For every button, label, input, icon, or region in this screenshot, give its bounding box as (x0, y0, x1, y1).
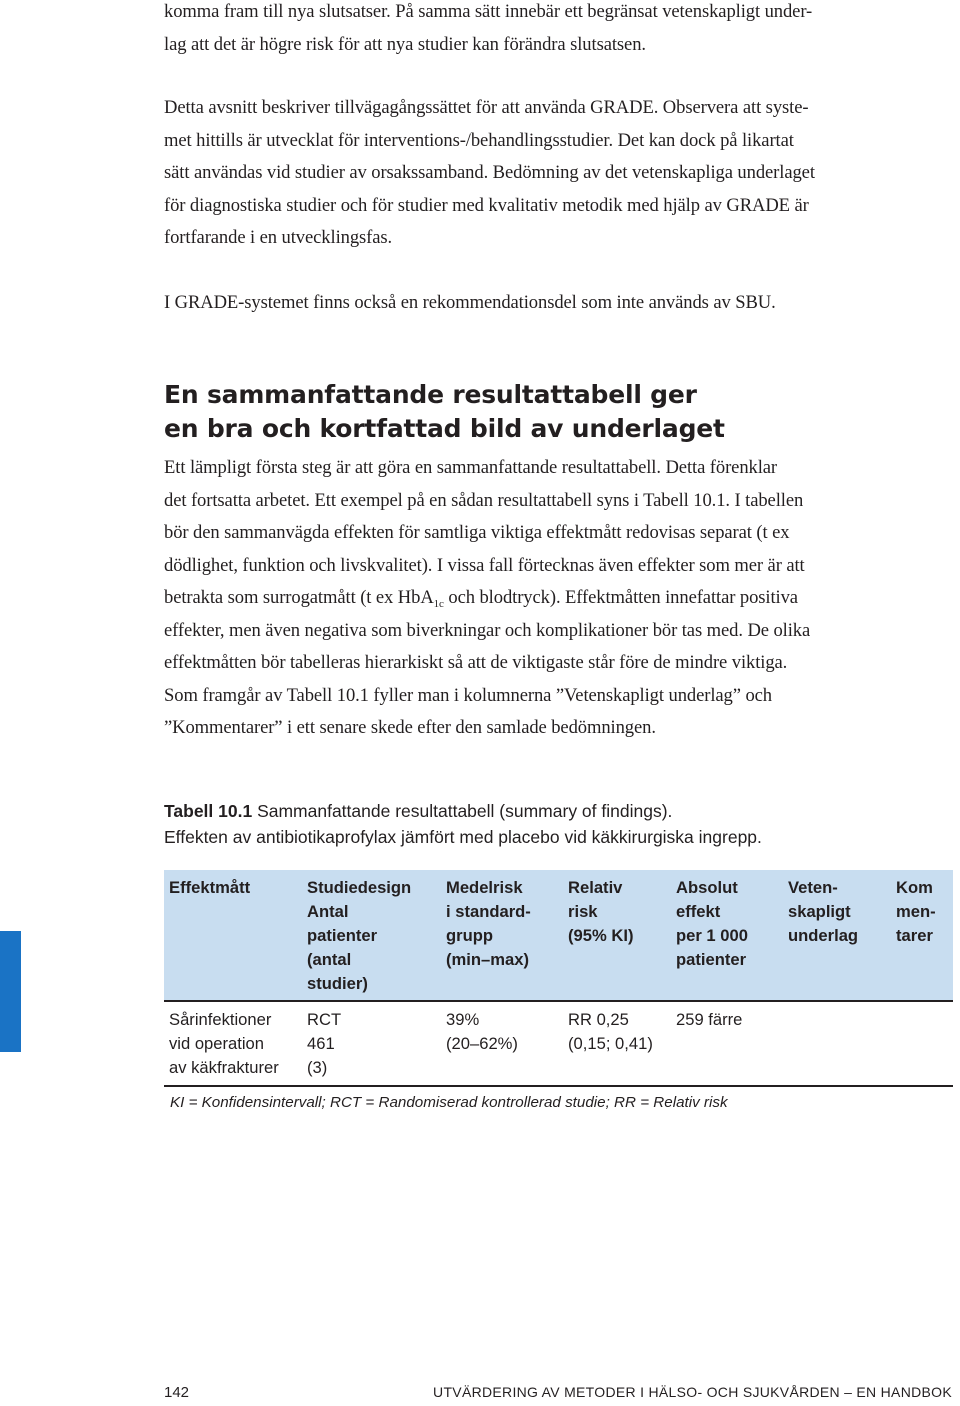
text-line: effekter, men även negativa som biverkningar och komplikationer bör tas med. De olika (164, 619, 811, 641)
column-header (896, 876, 936, 948)
column-header (568, 876, 633, 948)
cell-line: 461 (307, 1034, 335, 1053)
header-line: effekt (676, 902, 721, 921)
header-line: skapligt (788, 902, 851, 921)
table-caption (164, 798, 762, 850)
table-footnote: KI = Konfidensintervall; RCT = Randomiserad kontrollerad studie; RR = Relativ risk (170, 1094, 728, 1111)
header-line: patienter (307, 926, 378, 945)
header-line: (95% KI) (568, 926, 634, 945)
text-line: Detta avsnitt beskriver tillvägagångssättet för att använda GRADE. Observera att syste- (164, 97, 809, 118)
text-line: met hittills är utvecklat för interventions-/behandlingsstudier. Det kan dock på likartat (164, 129, 794, 151)
header-line: Relativ (568, 878, 623, 897)
text-line: dödlighet, funktion och livskvalitet). I vissa fall förtecknas även effekter som mer är att (164, 554, 805, 576)
section-heading (164, 378, 725, 446)
header-line: risk (568, 902, 598, 921)
text-line: bör den sammanvägda effekten för samtliga viktiga effektmått redovisas separat (t ex (164, 522, 790, 543)
page-number: 142 (164, 1384, 190, 1401)
column-header (788, 876, 858, 948)
header-line: Kom (896, 878, 933, 897)
caption-subtitle: Effekten av antibiotikaprofylax jämfört med placebo vid käkkirurgiska ingrepp. (164, 827, 762, 847)
paragraph-1 (164, 0, 956, 61)
text-line: effektmåtten bör tabelleras hierarkiskt så att de viktigaste står före de mindre viktiga. (164, 652, 788, 673)
cell-line: Sårinfektioner (169, 1010, 272, 1029)
header-line: patienter (676, 950, 747, 969)
subscript: 1c (433, 598, 444, 610)
cell-line: (20–62%) (446, 1034, 518, 1053)
header-line: per 1 000 (676, 926, 748, 945)
header-line: Medelrisk (446, 878, 523, 897)
header-line: tarer (896, 926, 933, 945)
cell-line: av käkfrakturer (169, 1058, 279, 1077)
table-bottom-rule (164, 1085, 953, 1087)
header-line: Veten- (788, 878, 838, 897)
header-line: Studiedesign (307, 878, 412, 897)
header-line: (antal (307, 950, 352, 969)
cell-line: vid operation (169, 1034, 265, 1053)
text-line: sätt användas vid studier av orsakssamband. Bedömning av det vetenskapliga underlaget (164, 162, 815, 183)
header-line: men- (896, 902, 936, 921)
header-line: Effektmått (169, 878, 251, 897)
heading-line: en bra och kortfattad bild av underlaget (164, 414, 725, 443)
caption-title: Sammanfattande resultattabell (summary of findings). (252, 801, 673, 821)
text-line: det fortsatta arbetet. Ett exempel på en sådan resultattabell syns i Tabell 10.1. I tabellen (164, 489, 804, 511)
heading-line: En sammanfattande resultattabell ger (164, 380, 697, 409)
table-cell (169, 1008, 279, 1080)
paragraph-4 (164, 452, 956, 745)
text-line: Ett lämpligt första steg är att göra en sammanfattande resultattabell. Detta förenklar (164, 457, 778, 478)
text-line: fortfarande i en utvecklingsfas. (164, 227, 393, 248)
column-header (169, 876, 250, 900)
column-header (446, 876, 531, 972)
text-line: I GRADE-systemet finns också en rekommendationsdel som inte används av SBU. (164, 292, 776, 313)
text-line: komma fram till nya slutsatser. På samma sätt innebär ett begränsat vetenskapligt under- (164, 1, 813, 22)
cell-line: RCT (307, 1010, 342, 1029)
text-line-hba (164, 582, 956, 615)
table-cell (446, 1008, 518, 1056)
cell-line: RR 0,25 (568, 1010, 629, 1029)
header-line: underlag (788, 926, 859, 945)
cell-line: 39% (446, 1010, 480, 1029)
cell-line: (0,15; 0,41) (568, 1034, 653, 1053)
text-line: för diagnostiska studier och för studier med kvalitativ metodik med hjälp av GRADE är (164, 194, 809, 216)
text-line: ”Kommentarer” i ett senare skede efter den samlade bedömningen. (164, 717, 656, 738)
header-line: studier) (307, 974, 368, 993)
side-accent-bar (0, 931, 21, 1052)
header-line: grupp (446, 926, 494, 945)
text-line: Som framgår av Tabell 10.1 fyller man i kolumnerna ”Vetenskapligt underlag” och (164, 684, 772, 706)
running-title: UTVÄRDERING AV METODER I HÄLSO- OCH SJUKVÅRDEN – EN HANDBOK (433, 1384, 952, 1400)
paragraph-3 (164, 287, 956, 320)
paragraph-2 (164, 92, 956, 255)
column-header (676, 876, 748, 972)
column-header (307, 876, 411, 996)
text-line: lag att det är högre risk för att nya studier kan förändra slutsatsen. (164, 33, 646, 55)
header-line: i standard- (446, 902, 531, 921)
header-line: (min–max) (446, 950, 529, 969)
table-cell (676, 1008, 742, 1032)
table-cell (307, 1008, 341, 1080)
header-line: Antal (307, 902, 349, 921)
text-fragment: och blodtryck). Effektmåtten innefattar positiva (443, 587, 798, 608)
caption-label: Tabell 10.1 (164, 801, 253, 821)
cell-line: (3) (307, 1058, 328, 1077)
cell-line: 259 färre (676, 1010, 743, 1029)
header-line: Absolut (676, 878, 738, 897)
table-divider (164, 1000, 953, 1002)
table-cell (568, 1008, 653, 1056)
text-fragment: betrakta som surrogatmått (t ex HbA (164, 587, 434, 608)
